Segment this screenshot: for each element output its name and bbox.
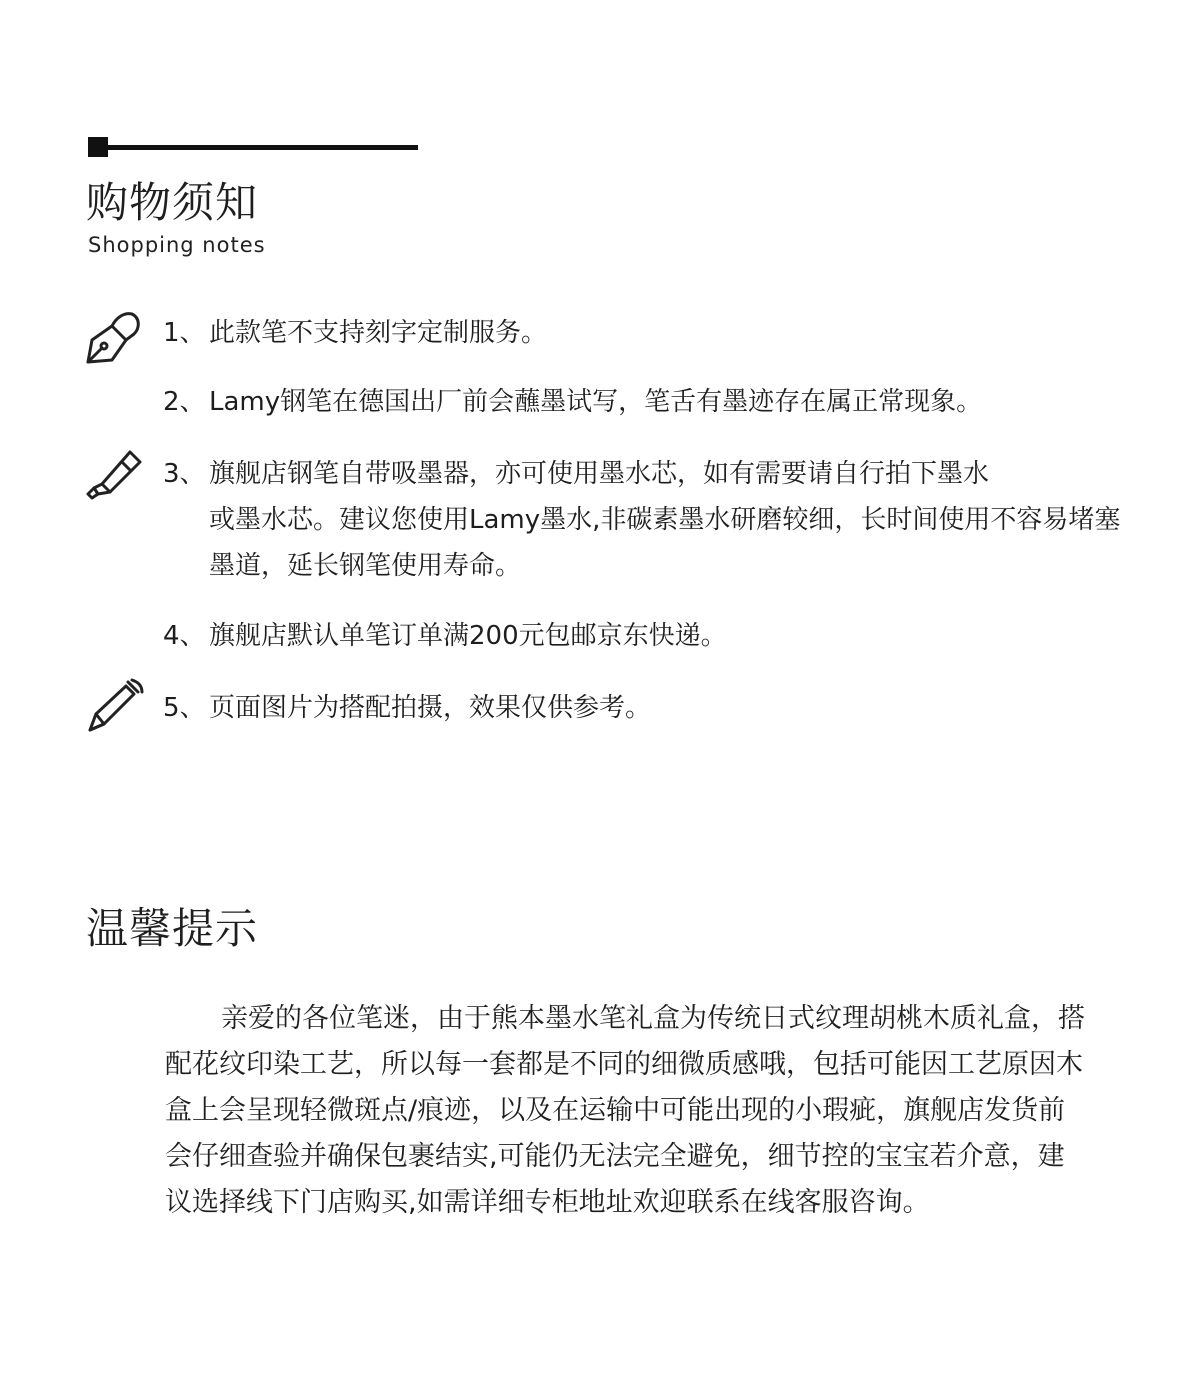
note-text: 旗舰店钢笔自带吸墨器，亦可使用墨水芯，如有需要请自行拍下墨水 (209, 459, 990, 489)
note-item-4 (163, 613, 1123, 659)
section-header-bar (88, 137, 418, 157)
shopping-notes-title: 购物须知 (86, 178, 259, 227)
note-text-continued: 或墨水芯。建议您使用Lamy墨水,非碳素墨水研磨较细，长时间使用不容易堵塞墨道，延长钢笔使用寿命。 (209, 505, 1121, 581)
warm-tips-body: 亲爱的各位笔迷，由于熊本墨水笔礼盒为传统日式纹理胡桃木质礼盒，搭配花纹印染工艺，所以每一套都是不同的细微质感哦，包括可能因工艺原因木盒上会呈现轻微斑点/痕迹，以及在运输中可能出现的小瑕疵，旗舰店发货前会仔细查验并确保包裹结实,可能仍无法完全避免，细节控的宝宝若介意，建议选择线下门店购买,如需详细专柜地址欢迎联系在线客服咨询。 (165, 1003, 1085, 1218)
note-item-1 (163, 310, 1123, 356)
note-item-3 (163, 451, 1123, 589)
note-item-2 (163, 379, 1123, 425)
fountain-pen-nib-icon (82, 306, 144, 368)
note-text: Lamy钢笔在德国出厂前会蘸墨试写，笔舌有墨迹存在属正常现象。 (209, 387, 983, 417)
header-square-marker (88, 137, 108, 157)
note-text: 旗舰店默认单笔订单满200元包邮京东快递。 (209, 621, 727, 651)
note-item-5 (163, 685, 1123, 731)
pencil-icon (82, 674, 144, 736)
shopping-notes-subtitle: Shopping notes (88, 233, 266, 257)
note-number: 2、 (163, 387, 206, 417)
pen-icon (82, 444, 144, 506)
note-number: 4、 (163, 621, 206, 651)
note-number: 1、 (163, 318, 206, 348)
note-text: 此款笔不支持刻字定制服务。 (209, 318, 548, 348)
note-number: 5、 (163, 693, 206, 723)
note-text: 页面图片为搭配拍摄，效果仅供参考。 (209, 693, 652, 723)
warm-tips-title: 温馨提示 (86, 904, 259, 953)
note-number: 3、 (163, 459, 206, 489)
header-rule-line (106, 145, 418, 150)
